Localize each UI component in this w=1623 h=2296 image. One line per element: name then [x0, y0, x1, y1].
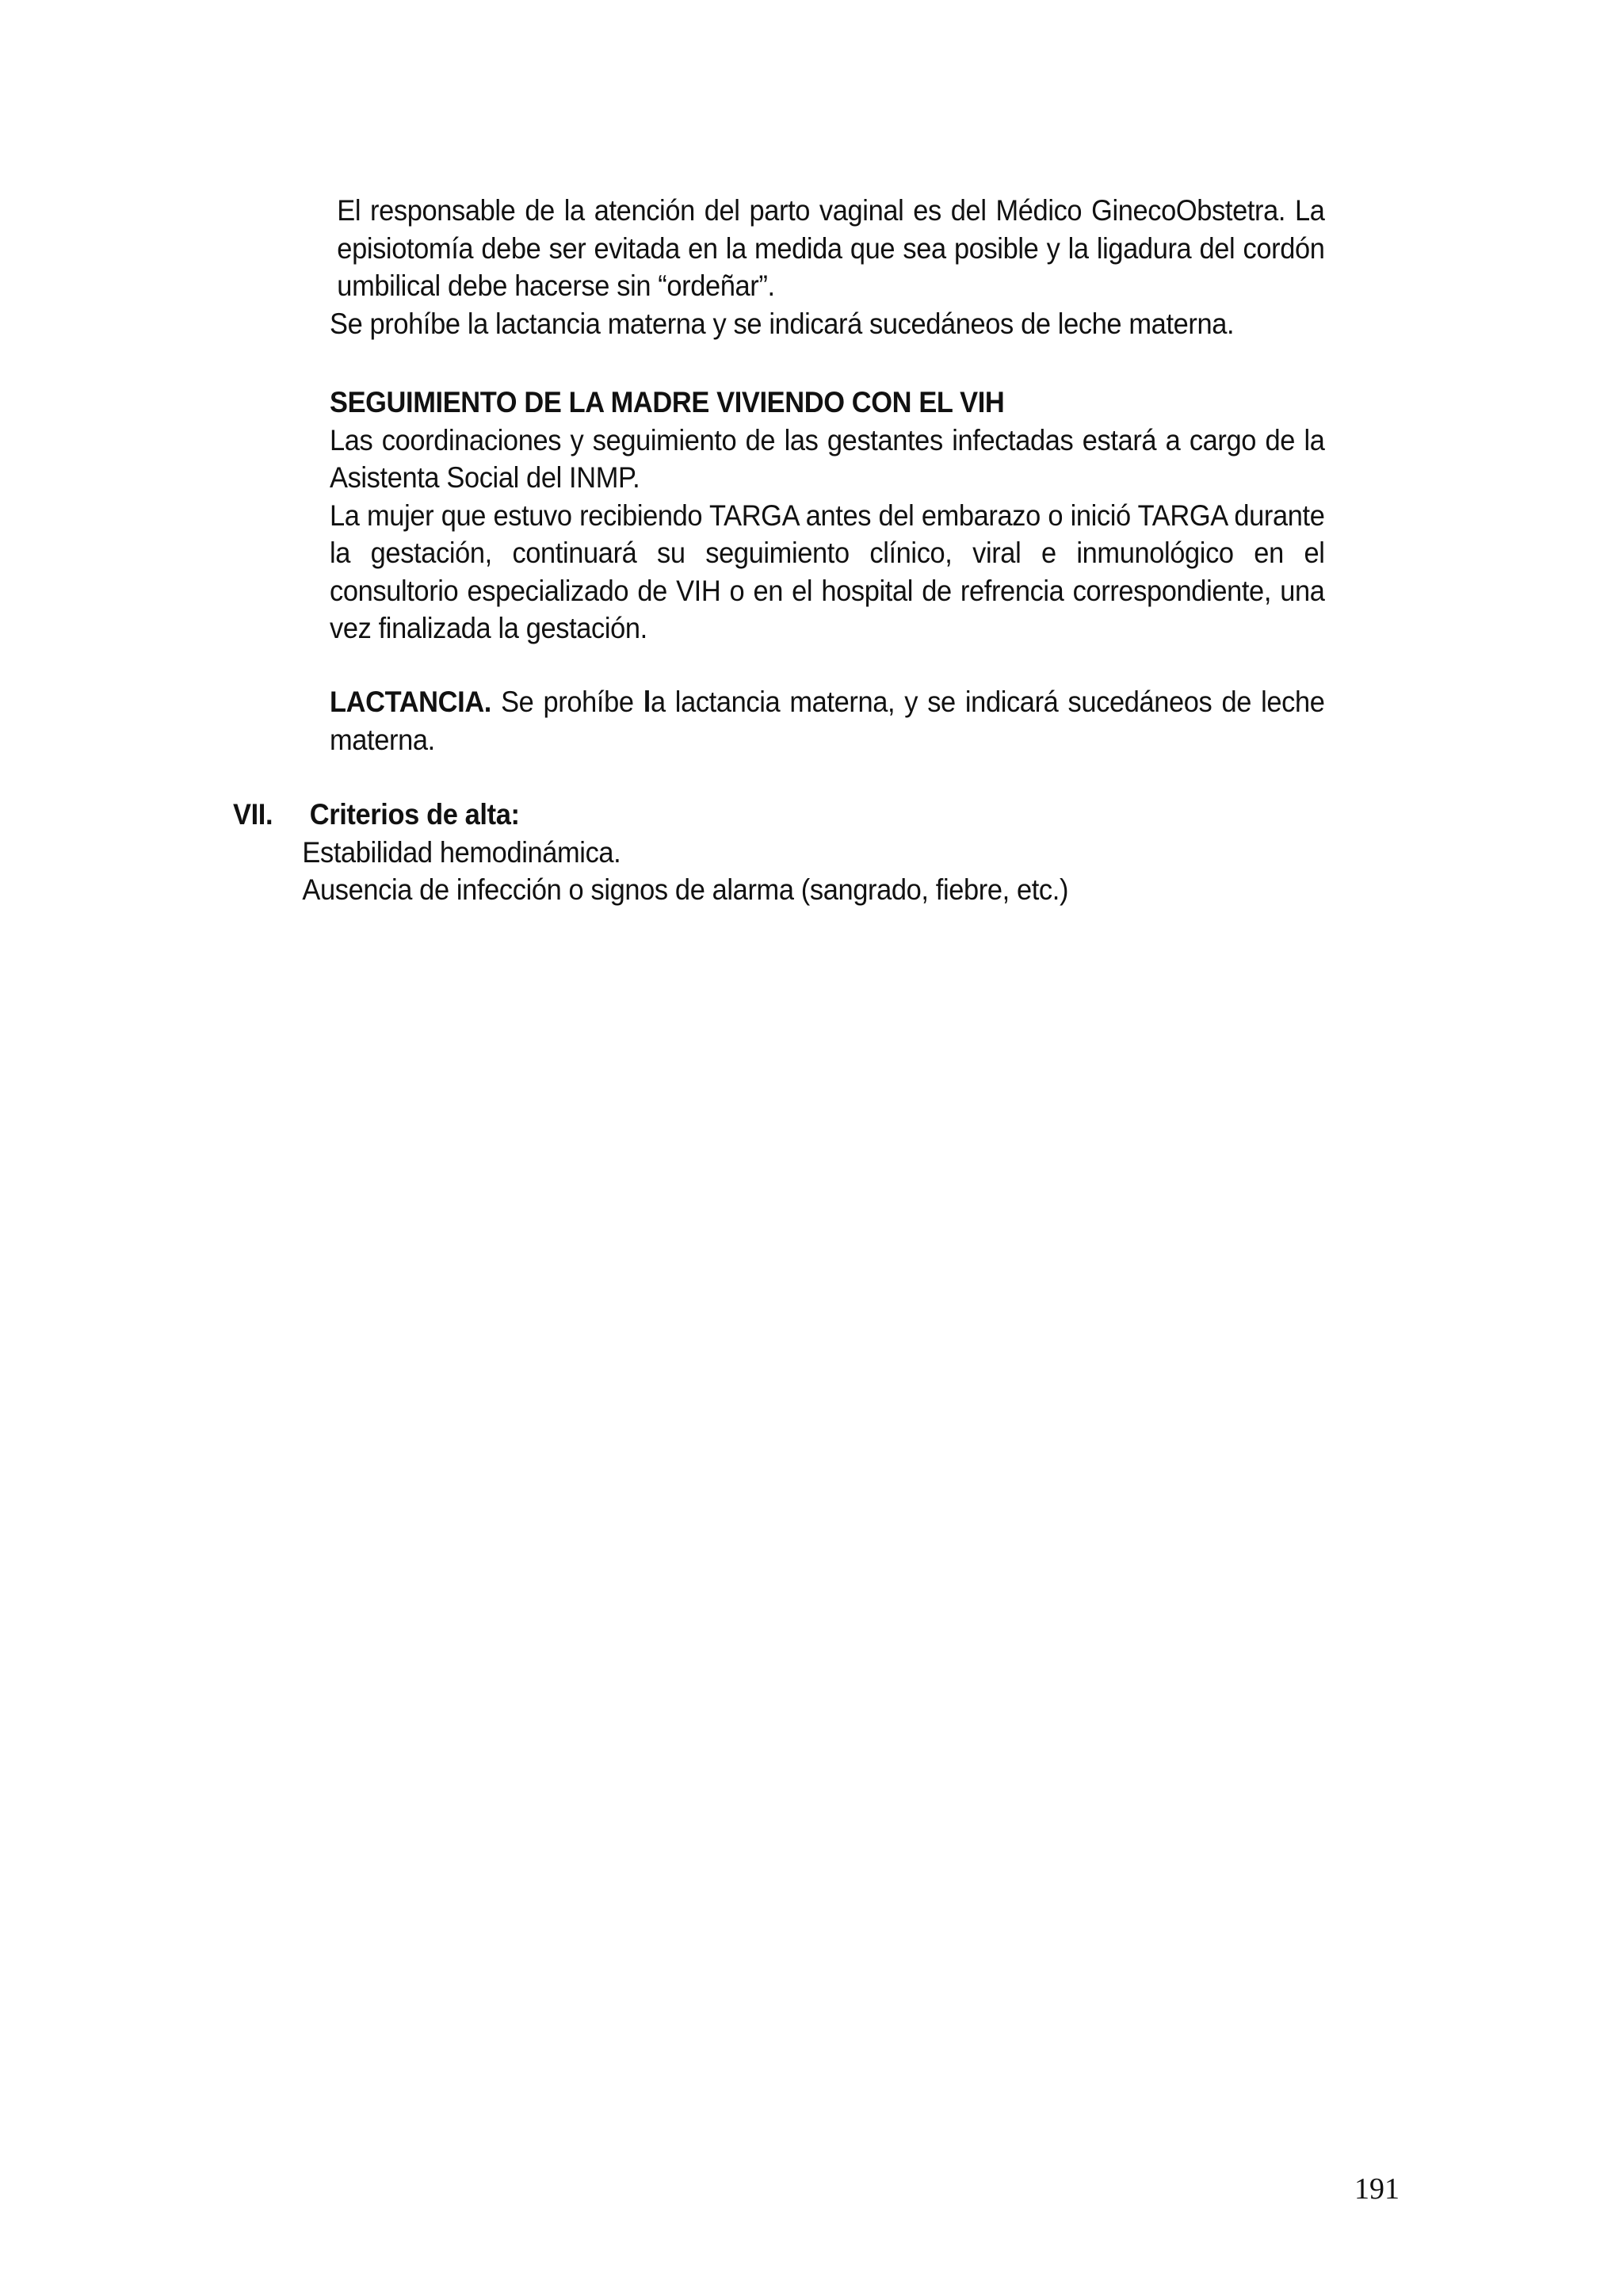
seguimiento-paragraph-1: Las coordinaciones y seguimiento de las gestantes infectadas estará a cargo de la Asistenta Social del INMP. — [330, 423, 1325, 494]
seguimiento-heading: SEGUIMIENTO DE LA MADRE VIVIENDO CON EL VIH — [330, 386, 1005, 418]
lactancia-section — [330, 683, 1325, 758]
page-number: 191 — [1354, 2172, 1400, 2206]
lactancia-bold-letter: l — [643, 686, 651, 718]
criterio-item: Estabilidad hemodinámica. — [302, 835, 621, 869]
lactancia-prohibida-paragraph: Se prohíbe la lactancia materna y se indicará sucedáneos de leche materna. — [330, 307, 1235, 340]
criterio-item: Ausencia de infección o signos de alarma (sangrado, fiebre, etc.) — [302, 873, 1069, 906]
criterios-list — [302, 834, 1068, 909]
lactancia-text-before: Se prohíbe — [501, 686, 643, 718]
lactancia-text-after: a lactancia materna, y se indicará sucedáneos de leche materna. — [330, 686, 1325, 756]
parto-paragraph: El responsable de la atención del parto vaginal es del Médico GinecoObstetra. La episiotomía debe ser evitada en la medida que sea posible y la ligadura del cordón umbilical debe hacerse sin “ordeñar”. — [337, 194, 1325, 302]
seguimiento-section — [330, 384, 1325, 648]
lactancia-paragraph — [330, 683, 1325, 758]
section-vii-title: Criterios de alta: — [309, 798, 520, 831]
parto-section — [330, 192, 1325, 342]
section-vii-numeral: VII. — [233, 798, 273, 831]
seguimiento-paragraph-2: La mujer que estuvo recibiendo TARGA antes del embarazo o inició TARGA durante la gestación, continuará su seguimiento clínico, viral e inmunológico en el consultorio especializado de VIH o en el hospital de refrencia correspondiente, una vez finalizada la gestación. — [330, 499, 1325, 644]
lactancia-label: LACTANCIA. — [330, 686, 491, 718]
